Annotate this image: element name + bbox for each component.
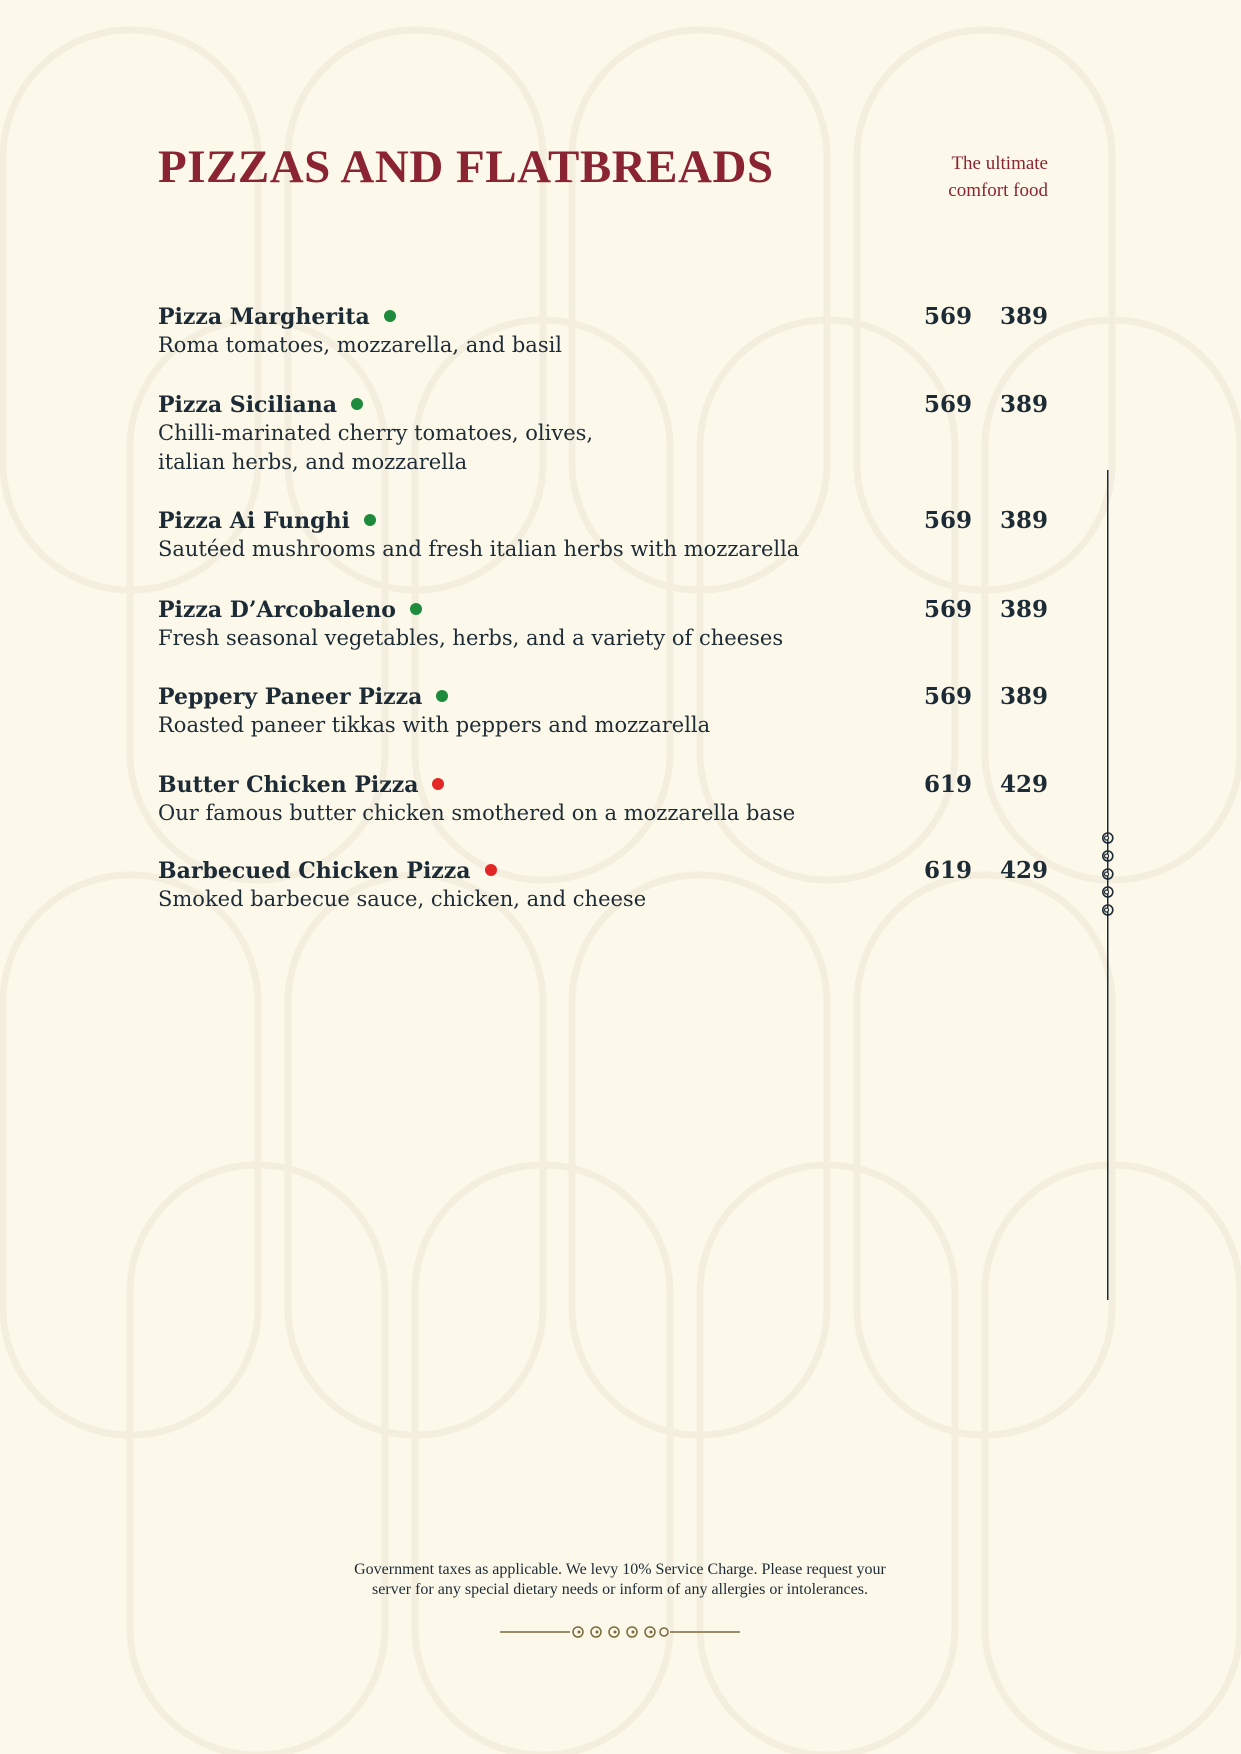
menu-item: [158, 683, 1048, 771]
footer-note: [270, 1560, 970, 1600]
description-line: Smoked barbecue sauce, chicken, and cheese: [158, 887, 647, 911]
price-full: 569: [923, 303, 972, 330]
menu-item: [158, 596, 1048, 683]
veg-indicator-icon: [436, 690, 448, 702]
menu-item: [158, 391, 1048, 507]
item-prices: [896, 391, 1048, 419]
item-prices: [896, 507, 1048, 535]
item-description: [158, 331, 858, 360]
item-name: Peppery Paneer Pizza: [158, 684, 423, 710]
item-prices: [896, 303, 1048, 331]
price-half: 429: [999, 857, 1048, 884]
item-description: [158, 885, 858, 914]
price-full: 569: [923, 596, 972, 623]
tagline-line-2: comfort food: [948, 180, 1048, 201]
price-half: 389: [999, 683, 1048, 710]
veg-indicator-icon: [384, 310, 396, 322]
nonveg-indicator-icon: [485, 864, 497, 876]
item-name: Pizza Siciliana: [158, 392, 338, 418]
nonveg-indicator-icon: [432, 778, 444, 790]
veg-indicator-icon: [364, 514, 376, 526]
price-full: 569: [923, 507, 972, 534]
price-full: 619: [923, 857, 972, 884]
item-prices: [896, 857, 1048, 885]
price-half: 389: [999, 596, 1048, 623]
price-full: 619: [923, 771, 972, 798]
description-line: Sautéed mushrooms and fresh italian herbs with mozzarella: [158, 537, 800, 561]
tagline-line-1: The ultimate: [951, 153, 1048, 174]
footer-note-line-1: Government taxes as applicable. We levy 10% Service Charge. Please request your: [354, 1561, 886, 1578]
menu-item: [158, 857, 1048, 943]
item-description: [158, 535, 858, 564]
item-name: Pizza Ai Funghi: [158, 508, 350, 534]
price-half: 389: [999, 391, 1048, 418]
footer-note-line-2: server for any special dietary needs or inform of any allergies or intolerances.: [372, 1581, 868, 1598]
item-name: Barbecued Chicken Pizza: [158, 858, 471, 884]
price-half: 389: [999, 303, 1048, 330]
veg-indicator-icon: [351, 398, 363, 410]
description-line: Chilli-marinated cherry tomatoes, olives,: [158, 421, 594, 445]
menu-list: [158, 303, 1048, 943]
tagline: [900, 150, 1048, 204]
veg-indicator-icon: [410, 603, 422, 615]
item-name: Pizza D’Arcobaleno: [158, 597, 396, 623]
item-description: [158, 799, 858, 828]
description-line: Fresh seasonal vegetables, herbs, and a variety of cheeses: [158, 626, 784, 650]
item-name: Butter Chicken Pizza: [158, 772, 419, 798]
description-line: Roma tomatoes, mozzarella, and basil: [158, 333, 563, 357]
footer-divider-ornament: [500, 1620, 740, 1644]
menu-item: [158, 507, 1048, 596]
item-name: Pizza Margherita: [158, 304, 370, 330]
price-full: 569: [923, 683, 972, 710]
item-prices: [896, 771, 1048, 799]
item-description: [158, 419, 858, 477]
page-title: PIZZAS AND FLATBREADS: [158, 141, 774, 193]
item-prices: [896, 596, 1048, 624]
price-full: 569: [923, 391, 972, 418]
price-half: 389: [999, 507, 1048, 534]
item-description: [158, 624, 858, 653]
item-description: [158, 711, 858, 740]
description-line: italian herbs, and mozzarella: [158, 450, 468, 474]
item-prices: [896, 683, 1048, 711]
description-line: Our famous butter chicken smothered on a mozzarella base: [158, 801, 796, 825]
menu-item: [158, 771, 1048, 857]
price-half: 429: [999, 771, 1048, 798]
side-divider-ornament: [1096, 470, 1120, 1300]
menu-item: [158, 303, 1048, 391]
description-line: Roasted paneer tikkas with peppers and mozzarella: [158, 713, 711, 737]
